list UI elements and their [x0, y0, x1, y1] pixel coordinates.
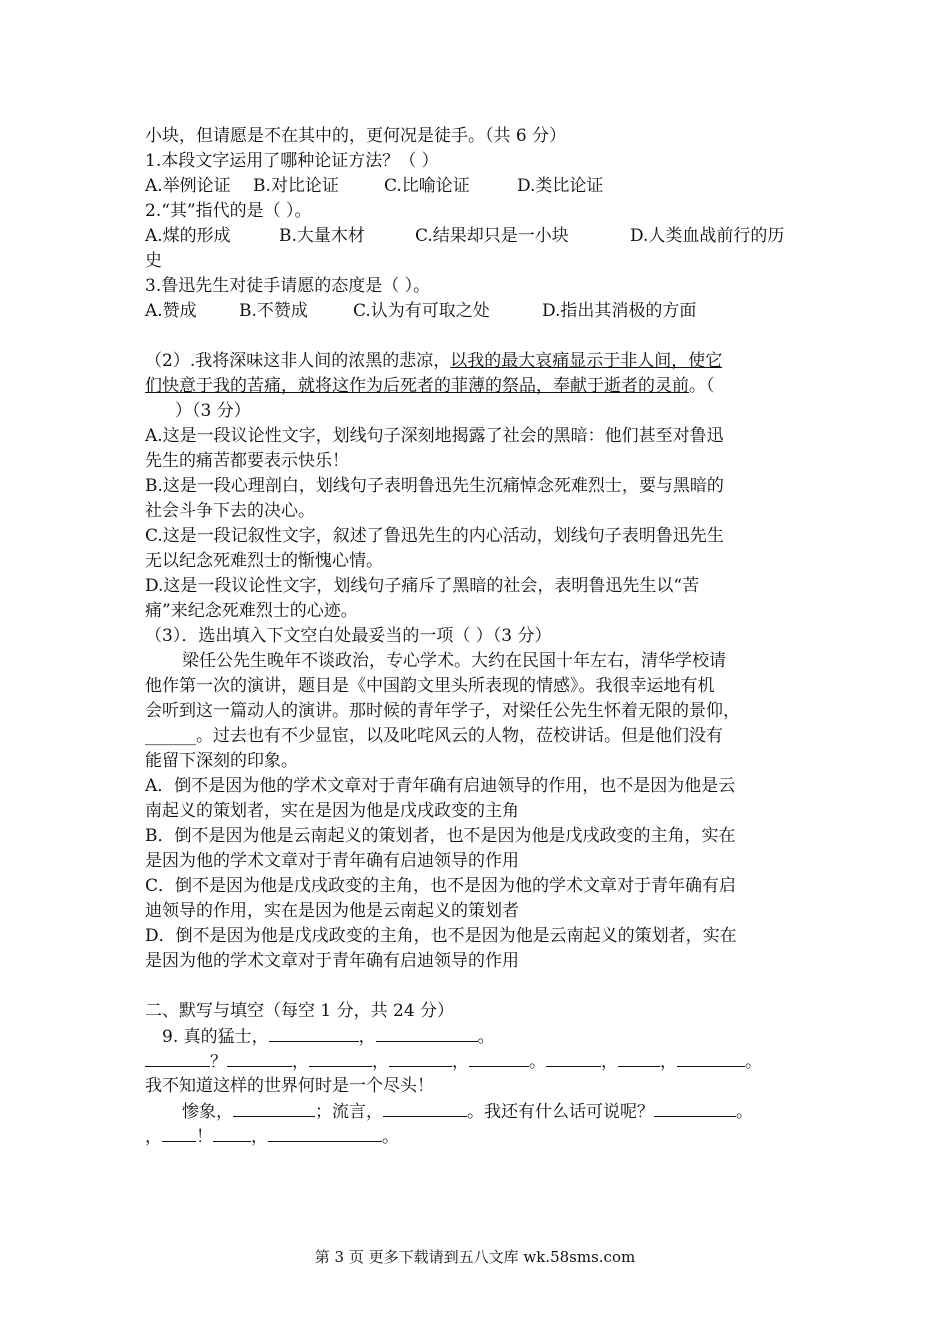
- blank[interactable]: [162, 1124, 196, 1142]
- part3-passage-2: 他作第一次的演讲，题目是《中国韵文里头所表现的情感》。我很幸运地有机: [145, 676, 715, 696]
- part3-passage-3: 会听到这一篇动人的演讲。那时候的青年学子，对梁任公先生怀着无限的景仰，: [145, 701, 740, 721]
- period: 。: [745, 1052, 762, 1072]
- comma: ，: [601, 1052, 618, 1072]
- part2-tail: 。（: [689, 376, 715, 396]
- part2-option-c-1: C.这是一段记叙性文字，叙述了鲁迅先生的内心活动，划线句子表明鲁迅先生: [145, 526, 724, 546]
- option-d: D.指出其消极的方面: [542, 301, 697, 321]
- fill-text-c: 。我还有什么话可说呢？: [467, 1102, 654, 1122]
- option-c: C.认为有可取之处: [353, 301, 490, 321]
- comma: ，: [372, 1052, 389, 1072]
- blank[interactable]: [233, 1099, 315, 1117]
- question-mark: ？: [210, 1052, 227, 1072]
- part2-option-a-1: A.这是一段议论性文字，划线句子深刻地揭露了社会的黑暗：他们甚至对鲁迅: [145, 426, 724, 446]
- blank[interactable]: [546, 1049, 601, 1067]
- blank[interactable]: [227, 1049, 292, 1067]
- blank[interactable]: [268, 1124, 382, 1142]
- option-b: B.不赞成: [239, 301, 308, 321]
- part3-option-a-1: A．倒不是因为他的学术文章对于青年确有启迪领导的作用，也不是因为他是云: [145, 776, 736, 796]
- question-2-options: [145, 224, 810, 249]
- option-a: A.煤的形成: [145, 226, 231, 246]
- option-c: C.比喻论证: [384, 176, 470, 196]
- exclamation: ！: [196, 1127, 213, 1147]
- period: 。: [736, 1102, 753, 1122]
- underlined-sentence-1: 以我的最大哀痛显示于非人间，使它: [450, 351, 723, 371]
- underlined-sentence-2: 们快意于我的苦痛，就将这作为后死者的菲薄的祭品，奉献于逝者的灵前: [145, 376, 689, 396]
- option-d-wrap: 史: [145, 251, 162, 271]
- part2-option-a-2: 先生的痛苦都要表示快乐！: [145, 451, 349, 471]
- blank[interactable]: [677, 1049, 745, 1067]
- comma: ，: [452, 1052, 469, 1072]
- comma: ，: [358, 1027, 376, 1047]
- continuation-line: 小块，但请愿是不在其中的，更何况是徒手。（共 6 分）: [145, 126, 567, 146]
- question-2: 2.“其”指代的是（ ）。: [145, 201, 312, 221]
- fill-text-a: 惨象，: [182, 1102, 233, 1122]
- period: 。: [382, 1127, 399, 1147]
- fill-line-2: [145, 1049, 810, 1075]
- period: 。: [529, 1052, 546, 1072]
- question-3-options: [145, 299, 810, 324]
- blank[interactable]: [618, 1049, 660, 1067]
- blank[interactable]: [145, 1049, 210, 1067]
- fill-line-4: [182, 1099, 847, 1125]
- blank[interactable]: [654, 1099, 736, 1117]
- semicolon: ；: [315, 1102, 332, 1122]
- part3-passage-4: ______。过去也有不少显宦，以及叱咤风云的人物，莅校讲话。但是他们没有: [145, 726, 723, 746]
- part2-option-c-2: 无以纪念死难烈士的惭愧心情。: [145, 551, 383, 571]
- comma: ，: [660, 1052, 677, 1072]
- blank[interactable]: [469, 1049, 529, 1067]
- option-b: B.对比论证: [253, 176, 339, 196]
- part3-option-c-2: 迪领导的作用，实在是因为他是云南起义的策划者: [145, 901, 519, 921]
- blank[interactable]: [269, 1024, 359, 1042]
- fill-line-3: 我不知道这样的世界何时是一个尽头！: [145, 1076, 434, 1096]
- section-2-title: 二、默写与填空（每空 1 分，共 24 分）: [145, 1001, 455, 1021]
- part2-option-d-2: 痛”来纪念死难烈士的心迹。: [145, 601, 358, 621]
- question-3: 3.鲁迅先生对徒手请愿的态度是（ ）。: [145, 276, 431, 296]
- part2-line-2: [145, 374, 810, 399]
- part3-option-b-1: B．倒不是因为他是云南起义的策划者，也不是因为他是戊戌政变的主角，实在: [145, 826, 736, 846]
- blank[interactable]: [389, 1049, 452, 1067]
- comma: ，: [251, 1127, 268, 1147]
- question-1-options: [145, 174, 810, 199]
- part3-question: （3）．选出填入下文空白处最妥当的一项（ ）（3 分）: [145, 626, 552, 646]
- option-d: D.人类血战前行的历: [630, 226, 785, 246]
- part2-option-d-1: D.这是一段议论性文字，划线句子痛斥了黑暗的社会，表明鲁迅先生以“苦: [145, 576, 700, 596]
- option-c: C.结果却只是一小块: [415, 226, 569, 246]
- part2-option-b-2: 社会斗争下去的决心。: [145, 501, 315, 521]
- blank[interactable]: [309, 1049, 372, 1067]
- part2-line-3: ）（3 分）: [175, 401, 251, 421]
- part3-option-a-2: 南起义的策划者，实在是因为他是戊戌政变的主角: [145, 801, 519, 821]
- option-a: A.赞成: [145, 301, 197, 321]
- part3-option-b-2: 是因为他的学术文章对于青年确有启迪领导的作用: [145, 851, 519, 871]
- option-b: B.大量木材: [279, 226, 365, 246]
- part3-option-d-1: D．倒不是因为他是戊戌政变的主角，也不是因为他是云南起义的策划者，实在: [145, 926, 737, 946]
- fill-line-1: [162, 1024, 827, 1050]
- option-d: D.类比论证: [517, 176, 604, 196]
- fill-line-5: [145, 1124, 810, 1150]
- blank[interactable]: [213, 1124, 251, 1142]
- comma: ，: [292, 1052, 309, 1072]
- fill-text-b: 流言，: [332, 1102, 383, 1122]
- part2-option-b-1: B.这是一段心理剖白，划线句子表明鲁迅先生沉痛悼念死难烈士，要与黑暗的: [145, 476, 724, 496]
- blank[interactable]: [376, 1024, 478, 1042]
- part3-option-c-1: C．倒不是因为他是戊戌政变的主角，也不是因为他的学术文章对于青年确有启: [145, 876, 737, 896]
- part2-line-1: [145, 349, 810, 374]
- comma: ，: [145, 1127, 162, 1147]
- option-a: A.举例论证: [145, 176, 231, 196]
- part3-passage-1: 梁任公先生晚年不谈政治，专心学术。大约在民国十年左右，清华学校请: [182, 651, 726, 671]
- blank[interactable]: [383, 1099, 467, 1117]
- part3-option-d-2: 是因为他的学术文章对于青年确有启迪领导的作用: [145, 951, 519, 971]
- part2-lead: （2）.我将深味这非人间的浓黑的悲凉，: [145, 351, 451, 371]
- q9-lead: 9. 真的猛士，: [162, 1027, 269, 1047]
- question-1: 1.本段文字运用了哪种论证方法？（ ）: [145, 151, 439, 171]
- page-footer: 第 3 页 更多下载请到五八文库 wk.58sms.com: [314, 1248, 636, 1266]
- part3-passage-5: 能留下深刻的印象。: [145, 751, 298, 771]
- period: 。: [477, 1027, 495, 1047]
